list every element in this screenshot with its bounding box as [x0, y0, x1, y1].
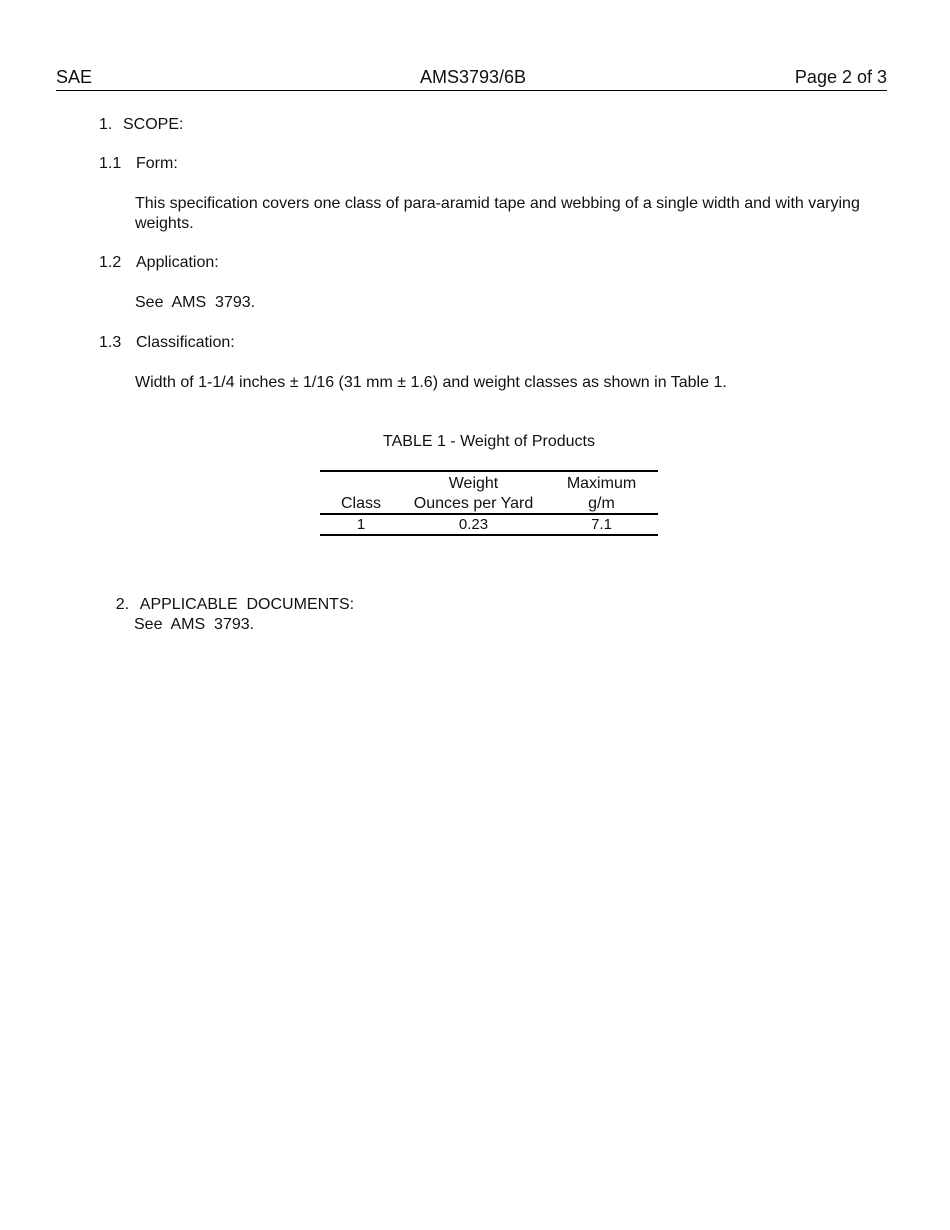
table-cell: 0.23: [458, 516, 489, 533]
section-number: 1.2: [99, 254, 122, 271]
section-classification-body: Width of 1-1/4 inches ± 1/16 (31 mm ± 1.6) and weight classes as shown in Table 1.: [135, 374, 727, 391]
table-header-cell: Weight: [448, 475, 499, 492]
header-org: SAE: [56, 67, 93, 87]
section-number: 1.3: [99, 334, 122, 351]
section-title: SCOPE:: [123, 116, 184, 133]
section-form-heading: [99, 154, 178, 174]
section-number: 2.: [115, 596, 130, 613]
section-classification-heading: [99, 333, 235, 353]
table-header: [320, 472, 658, 515]
section-form-body: This specification covers one class of para-aramid tape and webbing of a single width and with varying weights.: [135, 195, 860, 232]
table-header-cell: Ounces per Yard: [413, 495, 534, 512]
section-title: Form:: [136, 155, 178, 172]
section-title: Classification:: [136, 334, 235, 351]
table-cell: 1: [356, 516, 366, 533]
table-header-cell: Class: [340, 495, 381, 512]
table-cell: 7.1: [591, 516, 612, 533]
header-page-number: Page 2 of 3: [794, 67, 887, 87]
page-header: [56, 66, 887, 91]
section-applicable-documents-body: See AMS 3793.: [134, 616, 255, 633]
section-scope-heading: [99, 115, 183, 135]
table-caption: TABLE 1 - Weight of Products: [383, 433, 595, 450]
section-title: Application:: [136, 254, 219, 271]
table-row: [320, 515, 658, 534]
section-number: 1.: [99, 116, 113, 133]
section-number: 1.1: [99, 155, 122, 172]
header-doc-id: AMS3793/6B: [420, 67, 527, 87]
weight-table: [320, 470, 658, 536]
table-header-cell: g/m: [588, 495, 615, 512]
section-application-heading: [99, 253, 219, 273]
section-title: APPLICABLE DOCUMENTS:: [139, 596, 355, 613]
table-header-cell: Maximum: [566, 475, 637, 492]
section-application-body: See AMS 3793.: [135, 294, 256, 311]
